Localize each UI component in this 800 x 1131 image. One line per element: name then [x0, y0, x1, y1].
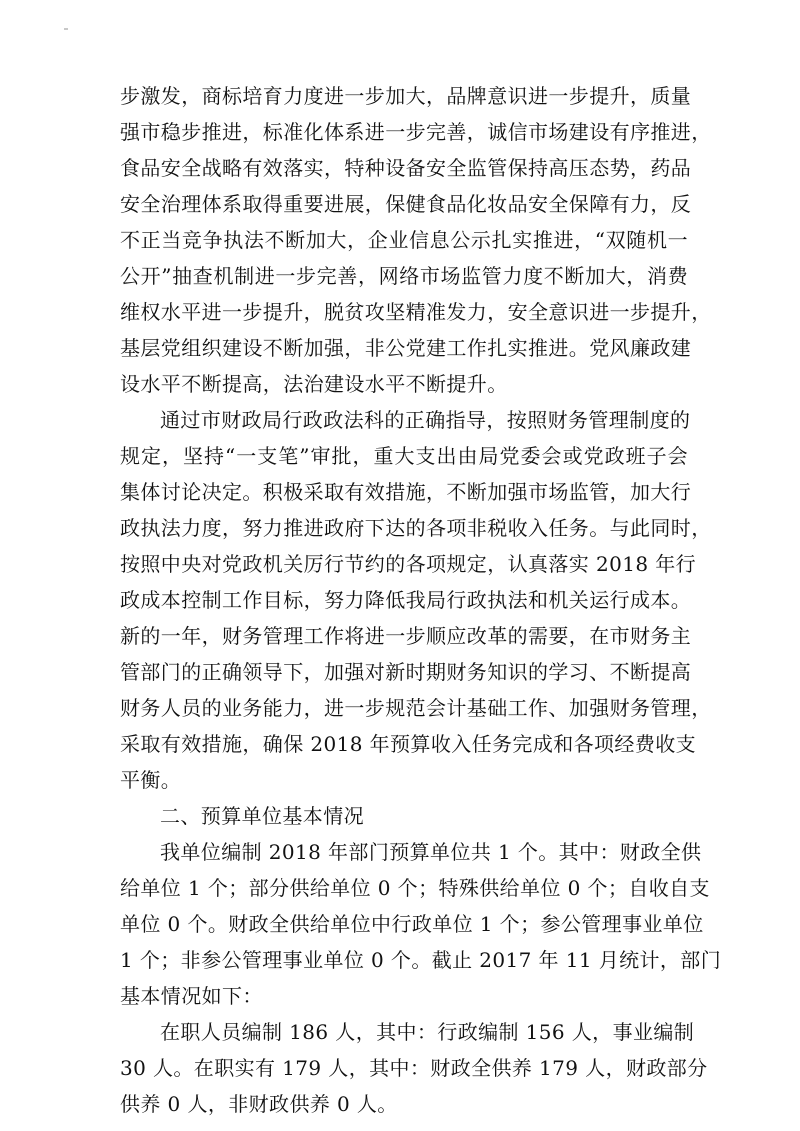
section-heading-text: 二、预算单位基本情况	[160, 804, 364, 828]
text-line: 集体讨论决定。积极采取有效措施，不断加强市场监管，加大行	[120, 480, 692, 504]
document-body	[120, 78, 722, 1122]
paragraph-4	[120, 1014, 708, 1122]
text-line: 设水平不断提高，法治建设水平不断提升。	[120, 372, 508, 396]
text-line: 30 人。在职实有 179 人，其中：财政全供养 179 人，财政部分	[120, 1056, 708, 1080]
text-line: 规定，坚持“一支笔”审批，重大支出由局党委会或党政班子会	[120, 444, 688, 468]
text-line: 食品安全战略有效落实，特种设备安全监管保持高压态势，药品	[120, 156, 692, 180]
text-line: 政执法力度，努力推进政府下达的各项非税收入任务。与此同时，	[120, 516, 712, 540]
text-line: 不正当竞争执法不断加大，企业信息公示扎实推进，“双随机一	[120, 228, 688, 252]
text-line: 1 个；非参公管理事业单位 0 个。截止 2017 年 11 月统计，部门	[120, 948, 722, 972]
text-line-indented: 通过市财政局行政政法科的正确指导，按照财务管理制度的	[160, 408, 691, 432]
text-line: 政成本控制工作目标，努力降低我局行政执法和机关运行成本。	[120, 588, 692, 612]
text-line: 采取有效措施，确保 2018 年预算收入任务完成和各项经费收支	[120, 732, 697, 756]
text-line: 基本情况如下：	[120, 984, 263, 1008]
text-line: 安全治理体系取得重要进展，保健食品化妆品安全保障有力，反	[120, 192, 692, 216]
text-line: 按照中央对党政机关厉行节约的各项规定，认真落实 2018 年行	[120, 552, 697, 576]
text-line: 步激发，商标培育力度进一步加大，品牌意识进一步提升，质量	[120, 84, 692, 108]
text-line: 基层党组织建设不断加强，非公党建工作扎实推进。党风廉政建	[120, 336, 692, 360]
text-line: 公开”抽查机制进一步完善，网络市场监管力度不断加大，消费	[120, 264, 688, 288]
text-line: 平衡。	[120, 768, 182, 792]
text-line: 新的一年，财务管理工作将进一步顺应改革的需要，在市财务主	[120, 624, 692, 648]
section-heading	[120, 798, 688, 834]
text-line-indented: 我单位编制 2018 年部门预算单位共 1 个。其中：财政全供	[160, 840, 702, 864]
text-line: 强市稳步推进，标准化体系进一步完善，诚信市场建设有序推进，	[120, 120, 712, 144]
paragraph-1	[120, 78, 712, 402]
scan-speck	[64, 28, 68, 30]
text-line: 供养 0 人，非财政供养 0 人。	[120, 1092, 398, 1116]
text-line: 单位 0 个。财政全供给单位中行政单位 1 个；参公管理事业单位	[120, 912, 704, 936]
text-line-indented: 在职人员编制 186 人，其中：行政编制 156 人，事业编制	[160, 1020, 695, 1044]
text-line: 财务人员的业务能力，进一步规范会计基础工作、加强财务管理，	[120, 696, 712, 720]
text-line: 给单位 1 个；部分供给单位 0 个；特殊供给单位 0 个；自收自支	[120, 876, 710, 900]
paragraph-2	[120, 402, 712, 798]
text-line: 管部门的正确领导下，加强对新时期财务知识的学习、不断提高	[120, 660, 692, 684]
text-line: 维权水平进一步提升，脱贫攻坚精准发力，安全意识进一步提升，	[120, 300, 712, 324]
paragraph-3	[120, 834, 722, 1014]
